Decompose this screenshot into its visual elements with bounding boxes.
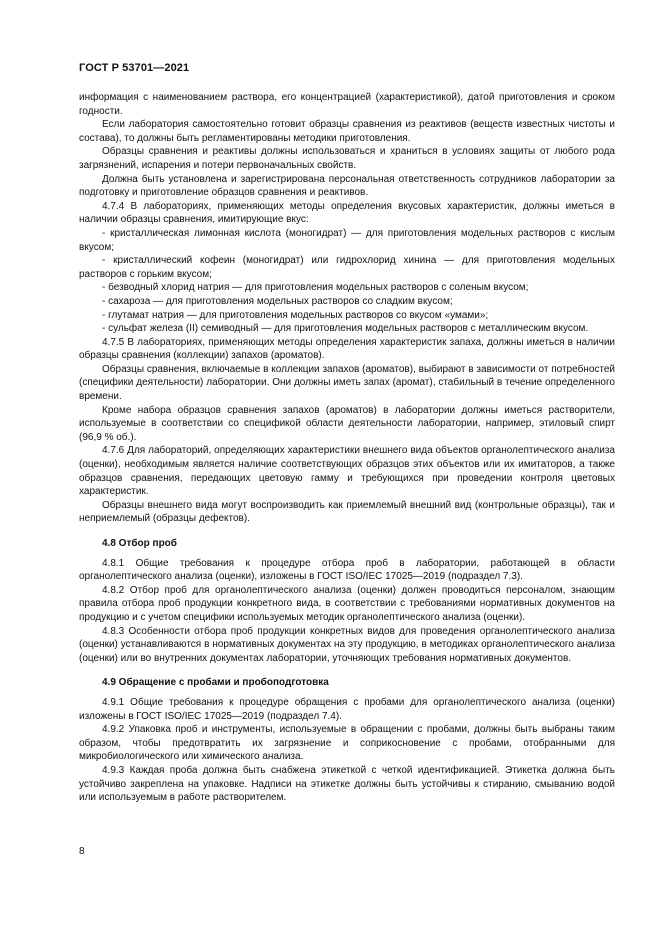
paragraph: 4.8.2 Отбор проб для органолептического анализа (оценки) должен проводиться персоналом, знающим правила отбора проб продукции конкретного вида, в соответствии с требованиями нормативных документов на продукцию и с учетом специфики используемых методик органолептического анализа (оценки). — [79, 584, 615, 623]
paragraph: 4.8.1 Общие требования к процедуре отбора проб в лаборатории, работающей в области органолептического анализа (оценки), изложены в ГОСТ ISO/IEC 17025—2019 (подраздел 7.3). — [79, 557, 615, 583]
paragraph: 4.9.1 Общие требования к процедуре обращения с пробами для органолептического анализа (оценки) изложены в ГОСТ ISO/IEC 17025—2019 (подраздел 7.4). — [79, 696, 615, 722]
paragraph: 4.7.5 В лабораториях, применяющих методы определения характеристик запаха, должны иметься в наличии образцы сравнения (коллекции) запахов (ароматов). — [79, 336, 615, 362]
document-body — [79, 91, 615, 805]
paragraph: Образцы сравнения и реактивы должны использоваться и храниться в условиях защиты от любого рода загрязнений, испарения и потери первоначальных свойств. — [79, 146, 615, 171]
paragraph: - кристаллический кофеин (моногидрат) или гидрохлорид хинина — для приготовления модельных растворов с горьким вкусом; — [79, 255, 615, 280]
paragraph: - сахароза — для приготовления модельных растворов со сладким вкусом; — [102, 295, 453, 307]
paragraph: информация с наименованием раствора, его концентрацией (характеристикой), датой приготовления и сроком годности. — [79, 92, 615, 117]
paragraph: 4.9.3 Каждая проба должна быть снабжена этикеткой с четкой идентификацией. Этикетка должна быть устойчиво закреплена на упаковке. Надписи на этикетке должны быть устойчивы к стиранию, смыванию водой или используемым в работе растворителем. — [79, 764, 615, 804]
paragraph: Образцы сравнения, включаемые в коллекции запахов (ароматов), выбирают в зависимости от потребностей (специфики деятельности) лаборатории. Они должны иметь запах (аромат), стабильный в течение определенного времени. — [79, 363, 615, 403]
paragraph: Должна быть установлена и зарегистрирована персональная ответственность сотрудников лаборатории за подготовку и приготовление образцов сравнения и реактивов. — [79, 173, 615, 199]
paragraph: 4.8.3 Особенности отбора проб продукции конкретных видов для проведения органолептического анализа (оценки) устанавливаются в нормативных документах на эту продукцию, в методиках органолептического анализа (оценки) или во внутренних документах лаборатории, уточняющих требования нормативных документов. — [79, 625, 615, 664]
page-number: 8 — [79, 846, 85, 857]
paragraph: Образцы внешнего вида могут воспроизводить как приемлемый внешний вид (контрольные образцы), так и неприемлемый (образцы дефектов). — [79, 499, 615, 525]
paragraph: Кроме набора образцов сравнения запахов (ароматов) в лаборатории должны иметься растворители, используемые в соответствии со спецификой области деятельности лаборатории, например, этиловый спирт (96,9 % об.). — [79, 404, 615, 443]
section-heading: 4.8 Отбор проб — [102, 538, 177, 549]
paragraph: 4.7.4 В лабораториях, применяющих методы определения вкусовых характеристик, должны иметься в наличии образцы сравнения, имитирующие вкус: — [79, 200, 615, 226]
paragraph: 4.7.6 Для лабораторий, определяющих характеристики внешнего вида объектов органолептического анализа (оценки), необходимым является наличие соответствующих образцов этих объектов или их имитаторов, а также образцов сравнения, передающих цветовую гамму и требующихся при проведении контроля цветовых характеристик. — [79, 445, 615, 498]
paragraph: - кристаллическая лимонная кислота (моногидрат) — для приготовления модельных растворов с кислым вкусом; — [79, 227, 615, 253]
paragraph: Если лаборатория самостоятельно готовит образцы сравнения из реактивов (веществ известных чистоты и состава), то должны быть регламентированы методики приготовления. — [79, 119, 615, 144]
paragraph: 4.9.2 Упаковка проб и инструменты, используемые в обращении с пробами, должны быть выбраны таким образом, чтобы предотвратить их загрязнение и соприкосновение с пробами, отобранными для микробиологического или химического анализа. — [79, 724, 615, 763]
paragraph: - безводный хлорид натрия — для приготовления модельных растворов с соленым вкусом; — [102, 282, 529, 294]
document-header: ГОСТ Р 53701—2021 — [79, 62, 190, 74]
paragraph: - сульфат железа (II) семиводный — для приготовления модельных растворов с металлическим вкусом. — [102, 323, 589, 335]
paragraph: - глутамат натрия — для приготовления модельных растворов со вкусом «умами»; — [102, 309, 489, 321]
section-heading: 4.9 Обращение с пробами и пробоподготовка — [102, 677, 329, 689]
